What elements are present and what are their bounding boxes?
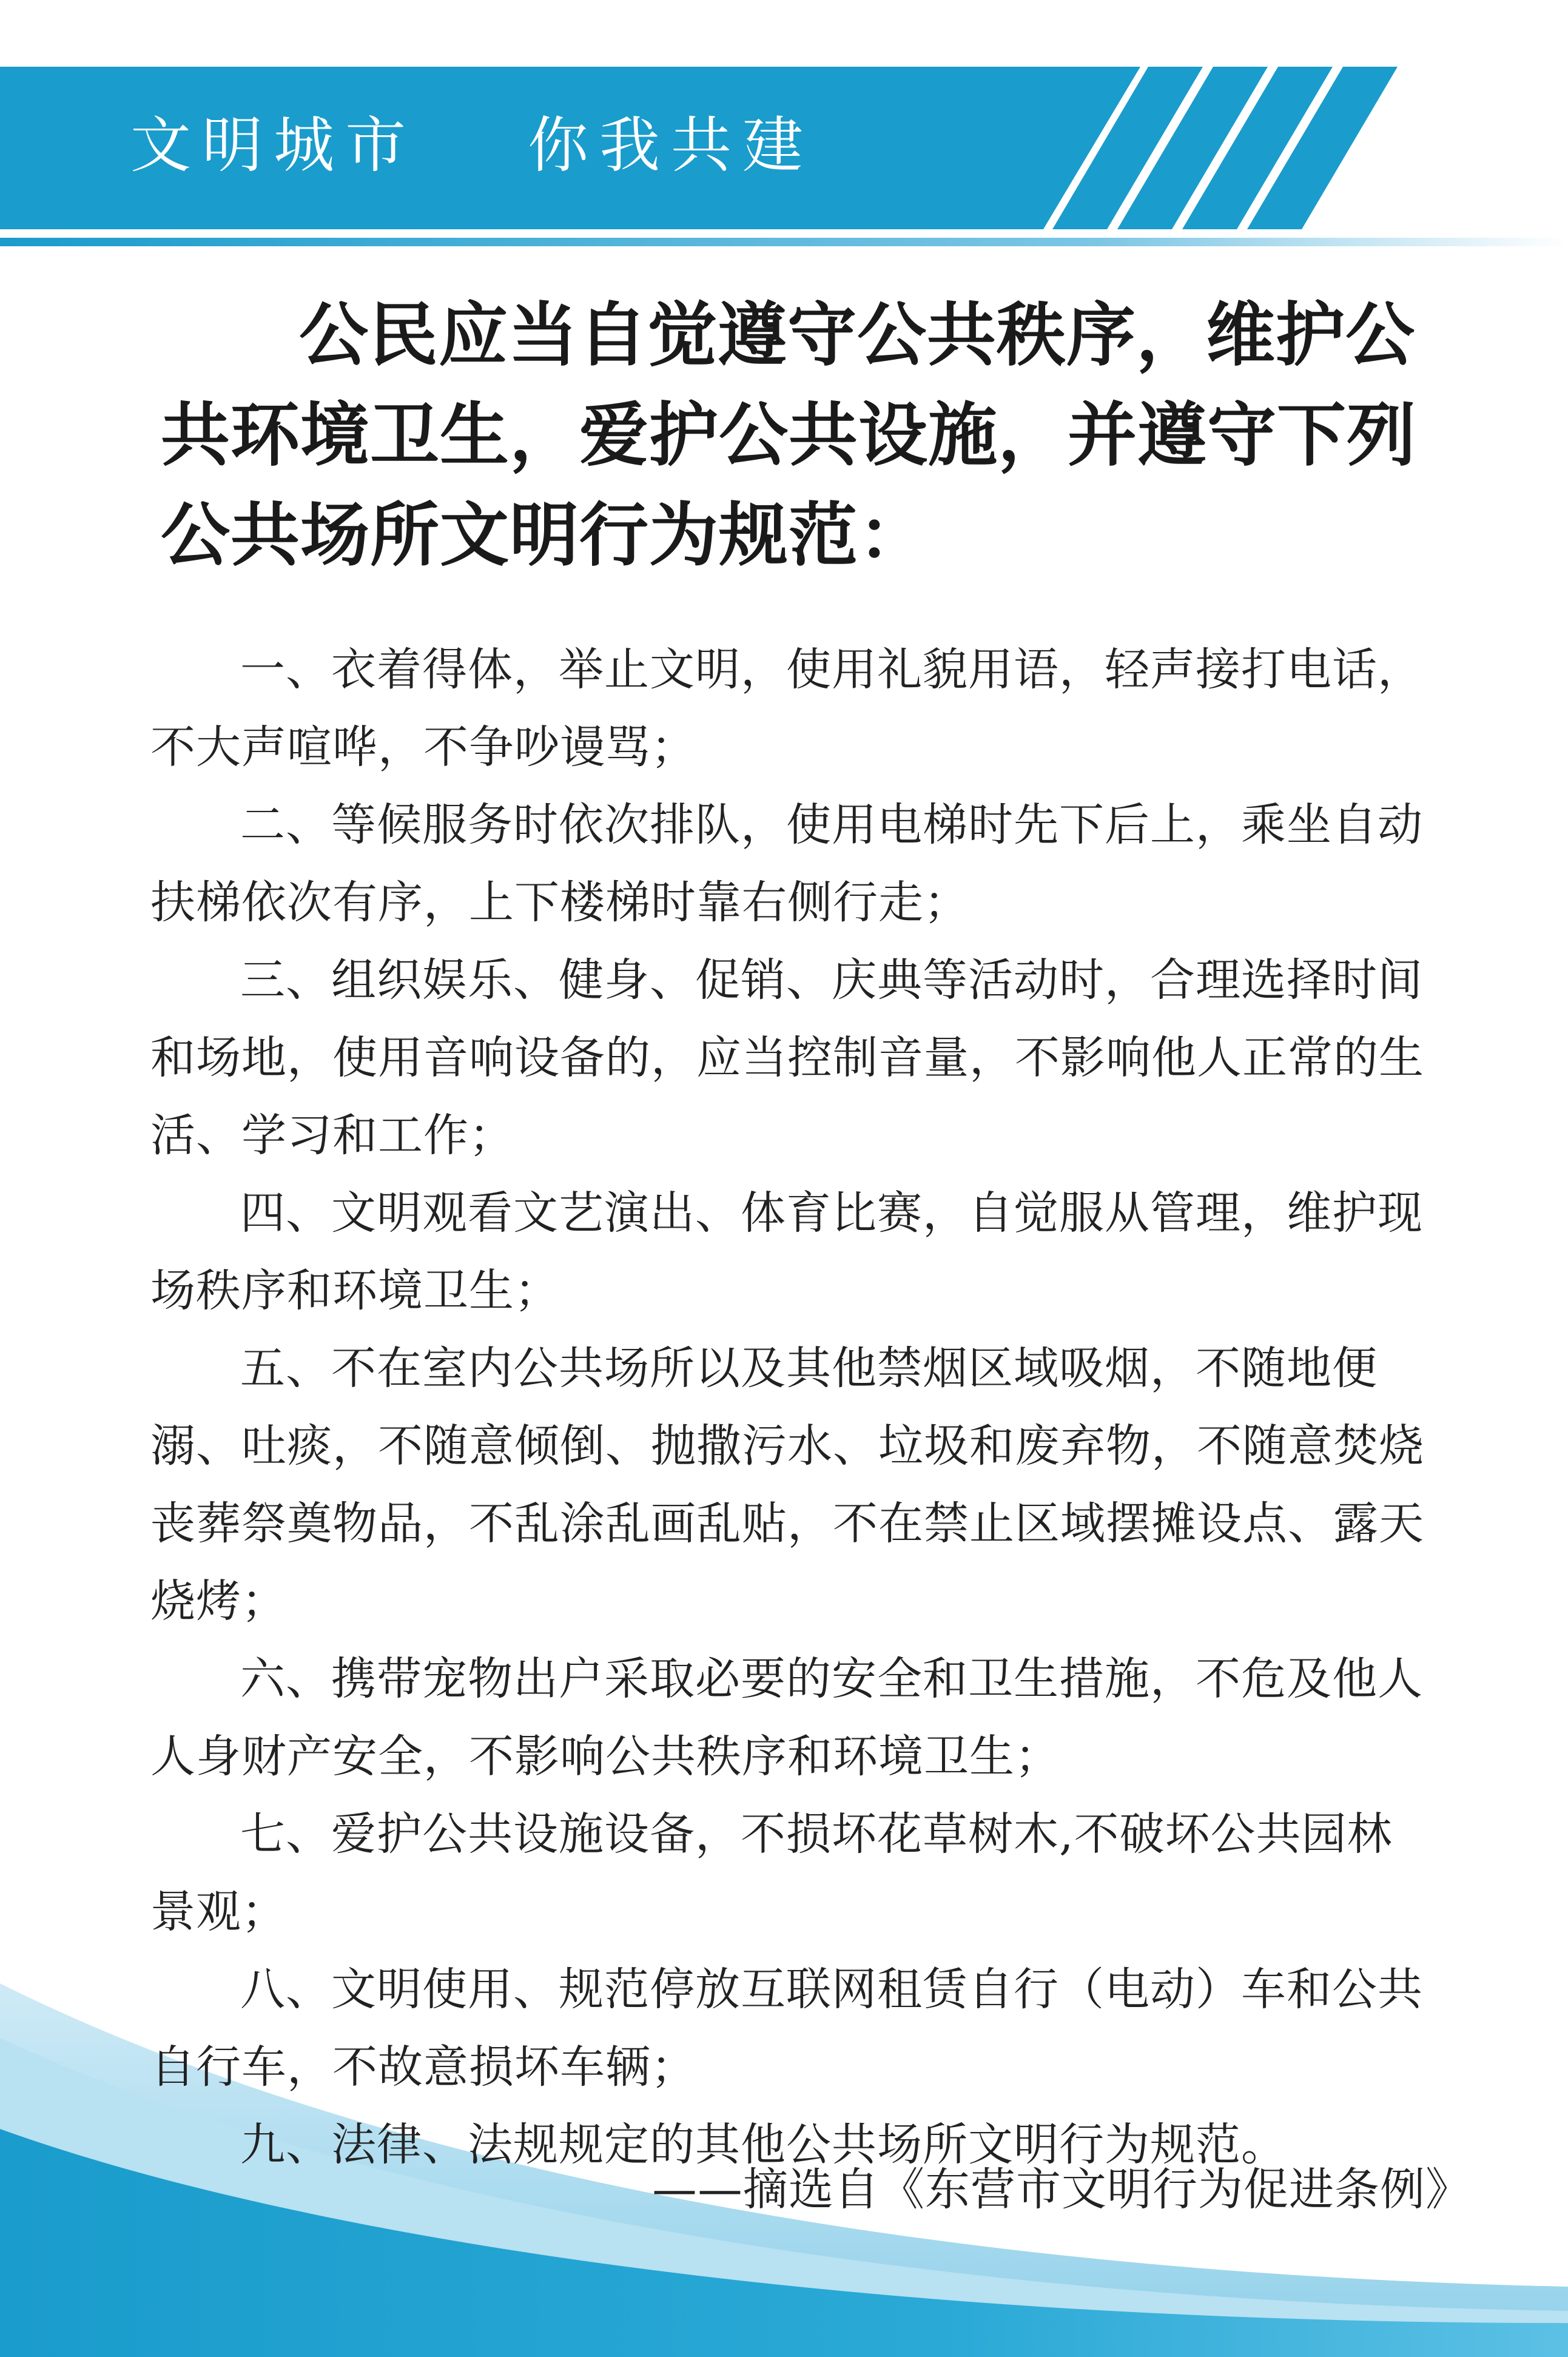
rule-item: 二、等候服务时依次排队，使用电梯时先下后上，乘坐自动扶梯依次有序，上下楼梯时靠右侧行走； (150, 799, 1423, 929)
banner-underline (0, 238, 1568, 246)
rule-item: 七、爱护公共设施设备，不损坏花草树木,不破坏公共园林景观； (150, 1808, 1393, 1938)
rule-item: 五、不在室内公共场所以及其他禁烟区域吸烟，不随地便溺、吐痰，不随意倾倒、抛撒污水、垃圾和废弃物，不随意焚烧丧葬祭奠物品，不乱涂乱画乱贴，不在禁止区域摆摊设点、露天烧烤； (150, 1342, 1424, 1627)
rule-item: 三、组织娱乐、健身、促销、庆典等活动时，合理选择时间和场地，使用音响设备的，应当控制音量，不影响他人正常的生活、学习和工作； (150, 954, 1424, 1162)
rule-item: 一、衣着得体，举止文明，使用礼貌用语，轻声接打电话，不大声喧哗，不争吵谩骂； (150, 644, 1423, 773)
rule-item: 六、携带宠物出户采取必要的安全和卫生措施，不危及他人人身财产安全，不影响公共秩序和环境卫生； (150, 1653, 1423, 1783)
rules-list (150, 631, 1424, 2184)
rule-item: 四、文明观看文艺演出、体育比赛，自觉服从管理，维护现场秩序和环境卫生； (150, 1187, 1423, 1317)
rule-item: 八、文明使用、规范停放互联网租赁自行（电动）车和公共自行车，不故意损坏车辆； (150, 1963, 1423, 2093)
main-heading: 公民应当自觉遵守公共秩序，维护公共环境卫生，爱护公共设施，并遵守下列公共场所文明行为规范： (161, 295, 1417, 576)
source-citation: ——摘选自《东营市文明行为促进条例》 (652, 2164, 1471, 2216)
banner-slogan-right: 你我共建 (528, 110, 814, 181)
rule-item: 九、法律、法规规定的其他公共场所文明行为规范。 (240, 2119, 1287, 2171)
banner-slogan-left: 文明城市 (130, 110, 417, 181)
